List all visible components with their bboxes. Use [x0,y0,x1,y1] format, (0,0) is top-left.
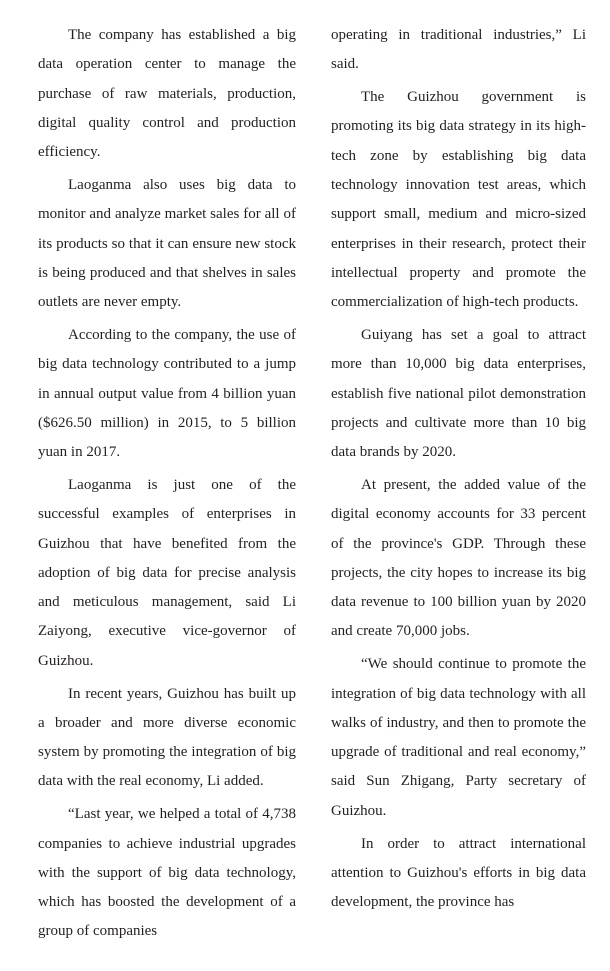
paragraph: Laoganma also uses big data to monitor and analyze market sales for all of its products so that it can ensure new stock is being produced and that shelves in sales outlets are never empty. [38,176,296,311]
paragraph: According to the company, the use of big data technology contributed to a jump in annual output value from 4 billion yuan ($626.50 million) in 2015, to 5 billion yuan in 2017. [38,326,296,461]
right-column [331,21,586,921]
paragraph: Guiyang has set a goal to attract more than 10,000 big data enterprises, establish five national pilot demonstration projects and cultivate more than 10 big data brands by 2020. [331,326,586,461]
left-column [38,21,296,950]
paragraph: The Guizhou government is promoting its big data strategy in its high-tech zone by establishing big data technology innovation test areas, which support small, medium and micro-sized enterprises in their research, protect their intellectual property and promote the commercialization of high-tech products. [331,89,586,311]
paragraph: Laoganma is just one of the successful examples of enterprises in Guizhou that have benefited from the adoption of big data for precise analysis and meticulous management, said Li Zaiyong, executive vice-governor of Guizhou. [38,476,296,669]
paragraph: At present, the added value of the digital economy accounts for 33 percent of the province's GDP. Through these projects, the city hopes to increase its big data revenue to 100 billion yuan by 2020 and create 70,000 jobs. [331,476,586,640]
paragraph: “Last year, we helped a total of 4,738 companies to achieve industrial upgrades with the support of big data technology, which has boosted the development of a group of companies [38,806,296,940]
paragraph: In recent years, Guizhou has built up a broader and more diverse economic system by promoting the integration of big data with the real economy, Li added. [38,685,296,790]
paragraph-continued: operating in traditional industries,” Li said. [331,27,586,73]
paragraph: In order to attract international attention to Guizhou's efforts in big data development, the province has [331,835,586,911]
paragraph: “We should continue to promote the integration of big data technology with all walks of industry, and then to promote the upgrade of traditional and real economy,” said Sun Zhigang, Party secretary of Guizhou. [331,656,586,819]
paragraph: The company has established a big data operation center to manage the purchase of raw materials, production, digital quality control and production efficiency. [38,27,296,161]
